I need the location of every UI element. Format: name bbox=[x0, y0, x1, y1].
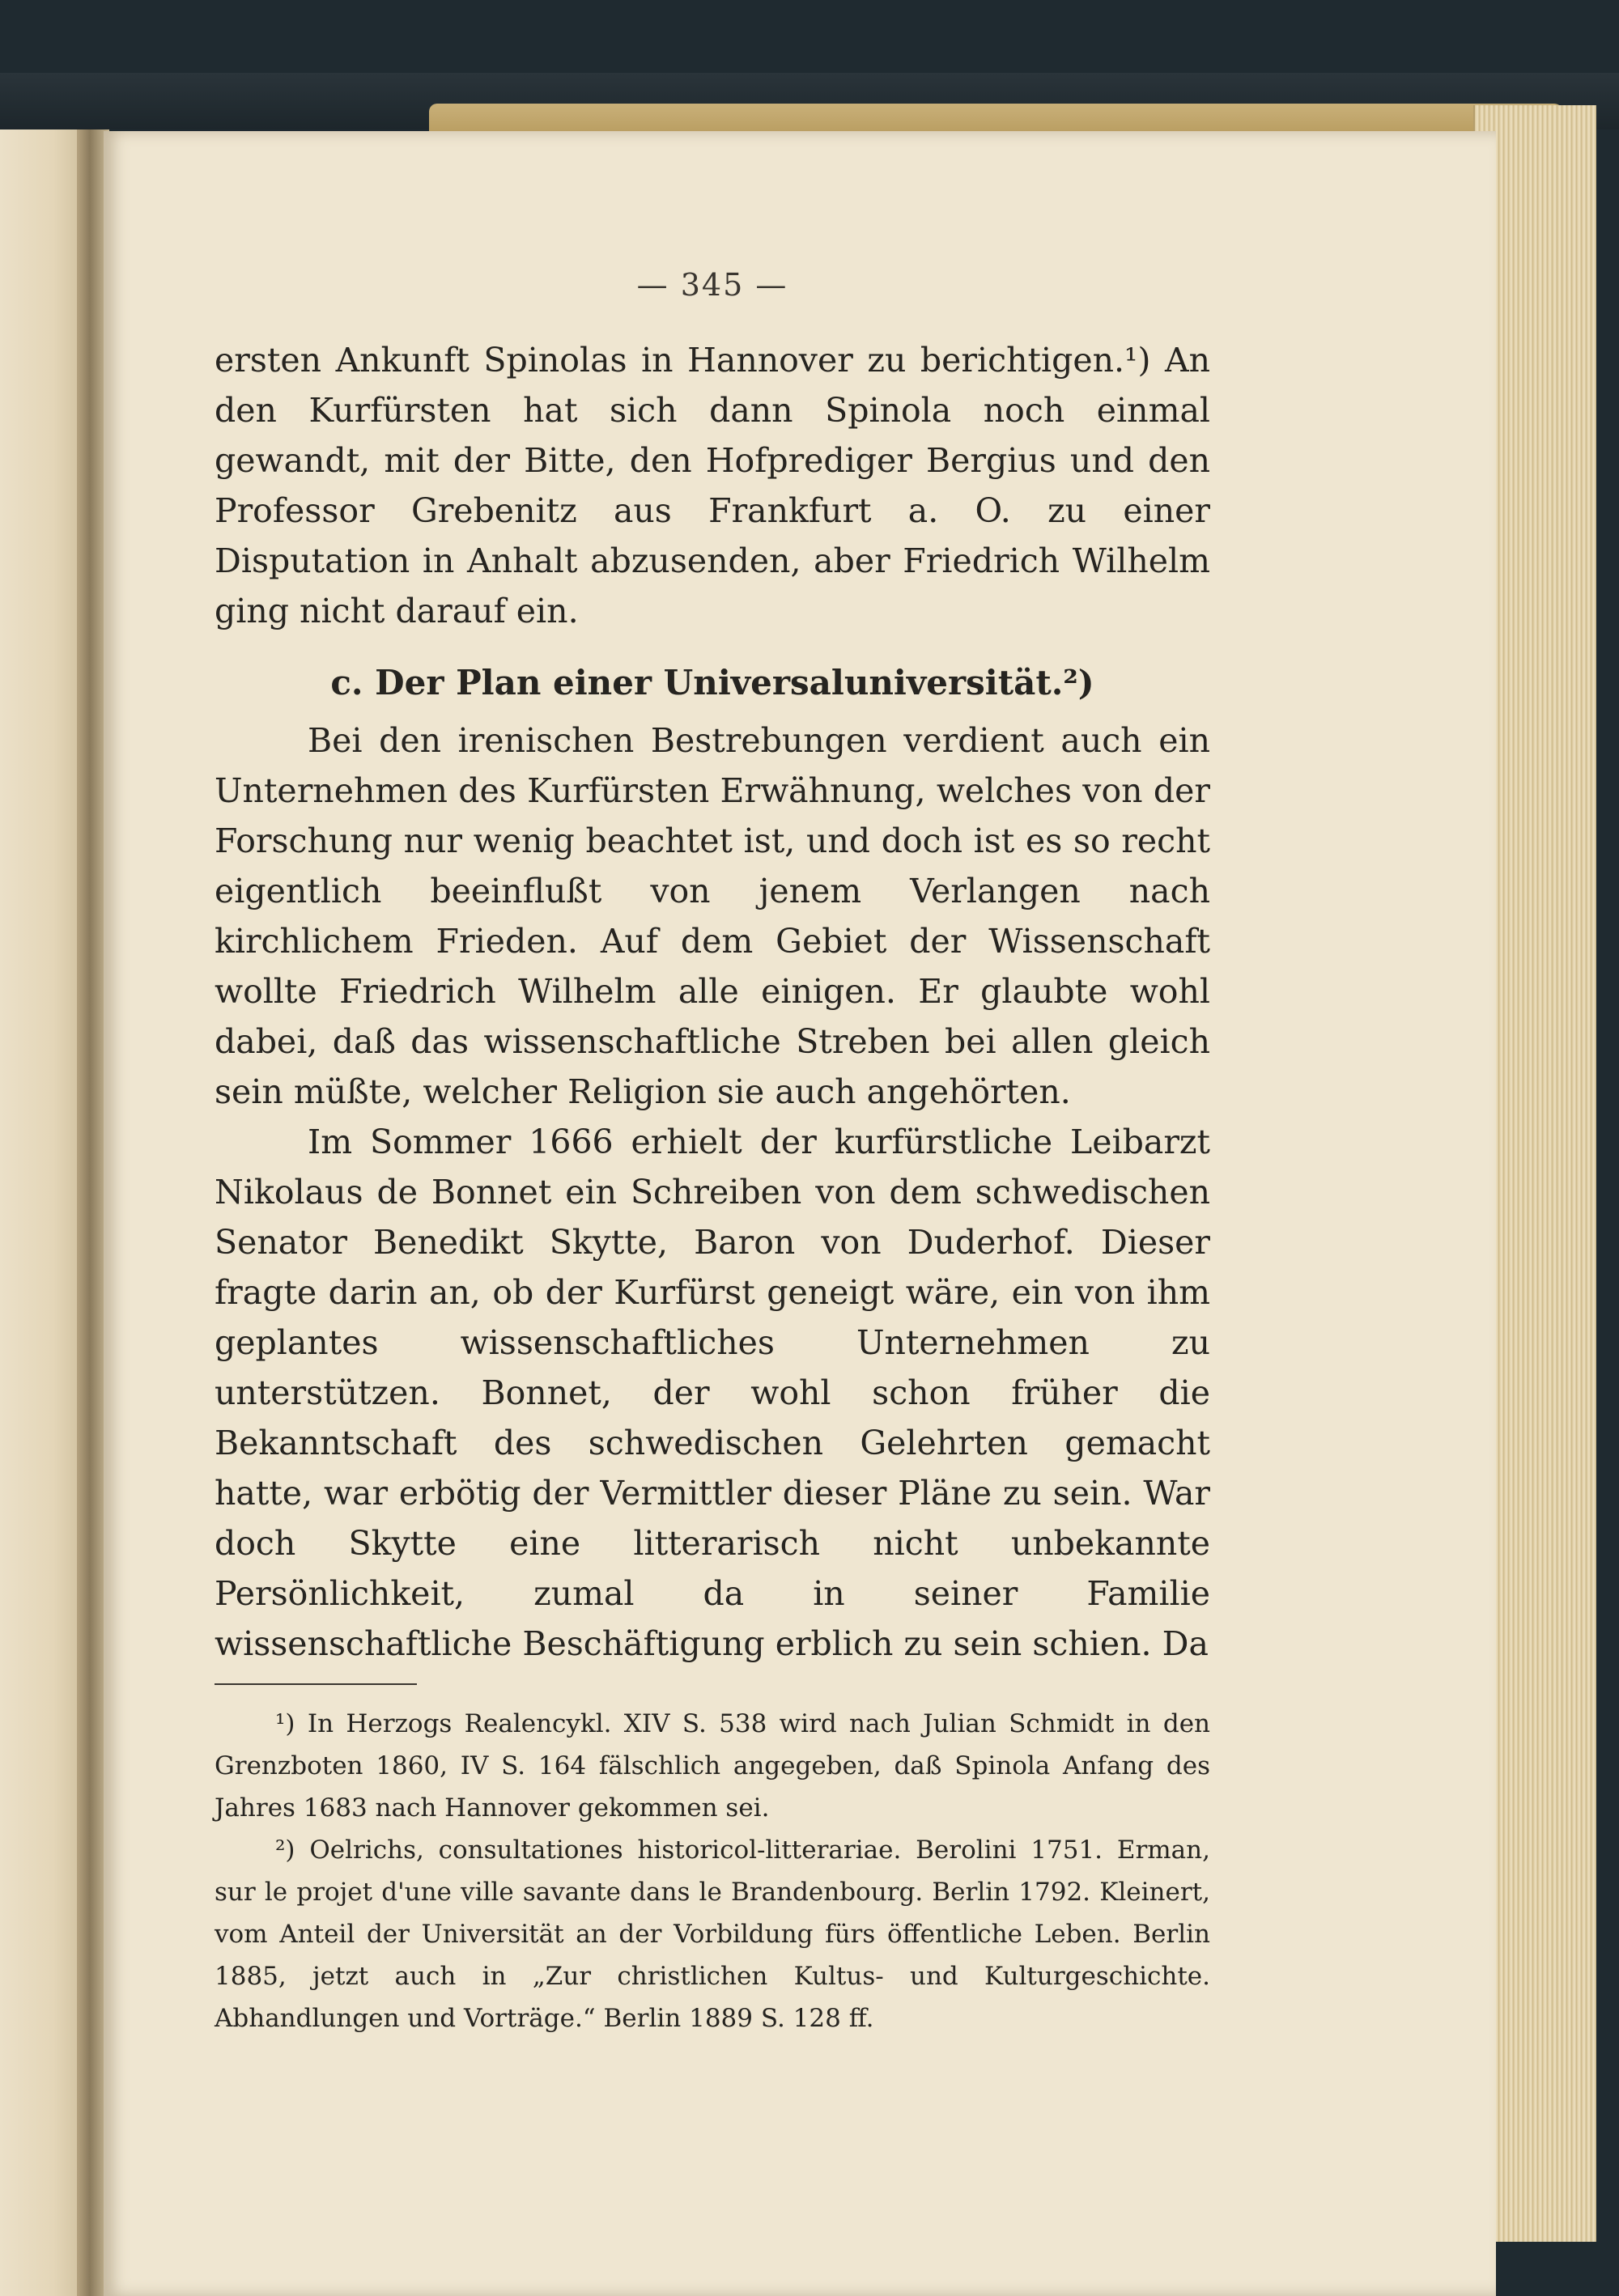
page-number: — 345 — bbox=[636, 267, 788, 303]
footnote: ²) Oelrichs, consultationes historicol-litterariae. Berolini 1751. Erman, sur le projet d'une ville savante dans le Brandenbourg. Berlin 1792. Kleinert, vom Anteil der Universität an der Vorbildung fürs öffentliche Leben. Berlin 1885, jetzt auch in „Zur christlichen Kultus- und Kulturgeschichte. Abhandlungen und Vorträge.“ Berlin 1889 S. 128 ff. bbox=[215, 1836, 1210, 2033]
section-heading: c. Der Plan einer Universaluniversität.²) bbox=[330, 663, 1094, 702]
page-text bbox=[215, 267, 1210, 2039]
paragraph: ersten Ankunft Spinolas in Hannover zu berichtigen.¹) An den Kurfürsten hat sich dann Spinola noch einmal gewandt, mit der Bitte, den Hofprediger Bergius und den Professor Grebenitz aus Frankfurt a. O. zu einer Disputation in Anhalt abzusenden, aber Friedrich Wilhelm ging nicht darauf ein. bbox=[215, 341, 1210, 630]
paragraph: Im Sommer 1666 erhielt der kurfürstliche Leibarzt Nikolaus de Bonnet ein Schreiben von dem schwedischen Senator Benedikt Skytte, Baron von Duderhof. Dieser fragte darin an, ob der Kurfürst geneigt wäre, ein von ihm geplantes wissenschaftliches Unternehmen zu unterstützen. Bonnet, der wohl schon früher die Bekanntschaft des schwedischen Gelehrten gemacht hatte, war erbötig der Vermittler dieser Pläne zu sein. War doch Skytte eine litterarisch nicht unbekannte Persönlichkeit, zumal da in seiner Familie wissenschaftliche Beschäftigung erblich zu sein schien. Da bbox=[215, 1123, 1210, 1663]
footnote-divider bbox=[215, 1683, 417, 1685]
facing-page bbox=[0, 129, 89, 2296]
footnote: ¹) In Herzogs Realencykl. XIV S. 538 wird nach Julian Schmidt in den Grenzboten 1860, IV S. 164 fälschlich angegeben, daß Spinola Anfang des Jahres 1683 nach Hannover gekommen sei. bbox=[215, 1709, 1210, 1823]
paragraph: Bei den irenischen Bestrebungen verdient auch ein Unternehmen des Kurfürsten Erwähnung, welches von der Forschung nur wenig beachtet ist, und doch ist es so recht eigentlich beeinflußt von jenem Verlangen nach kirchlichem Frieden. Auf dem Gebiet der Wissenschaft wollte Friedrich Wilhelm alle einigen. Er glaubte wohl dabei, daß das wissenschaftliche Streben bei allen gleich sein müßte, welcher Religion sie auch angehörten. bbox=[215, 721, 1210, 1111]
